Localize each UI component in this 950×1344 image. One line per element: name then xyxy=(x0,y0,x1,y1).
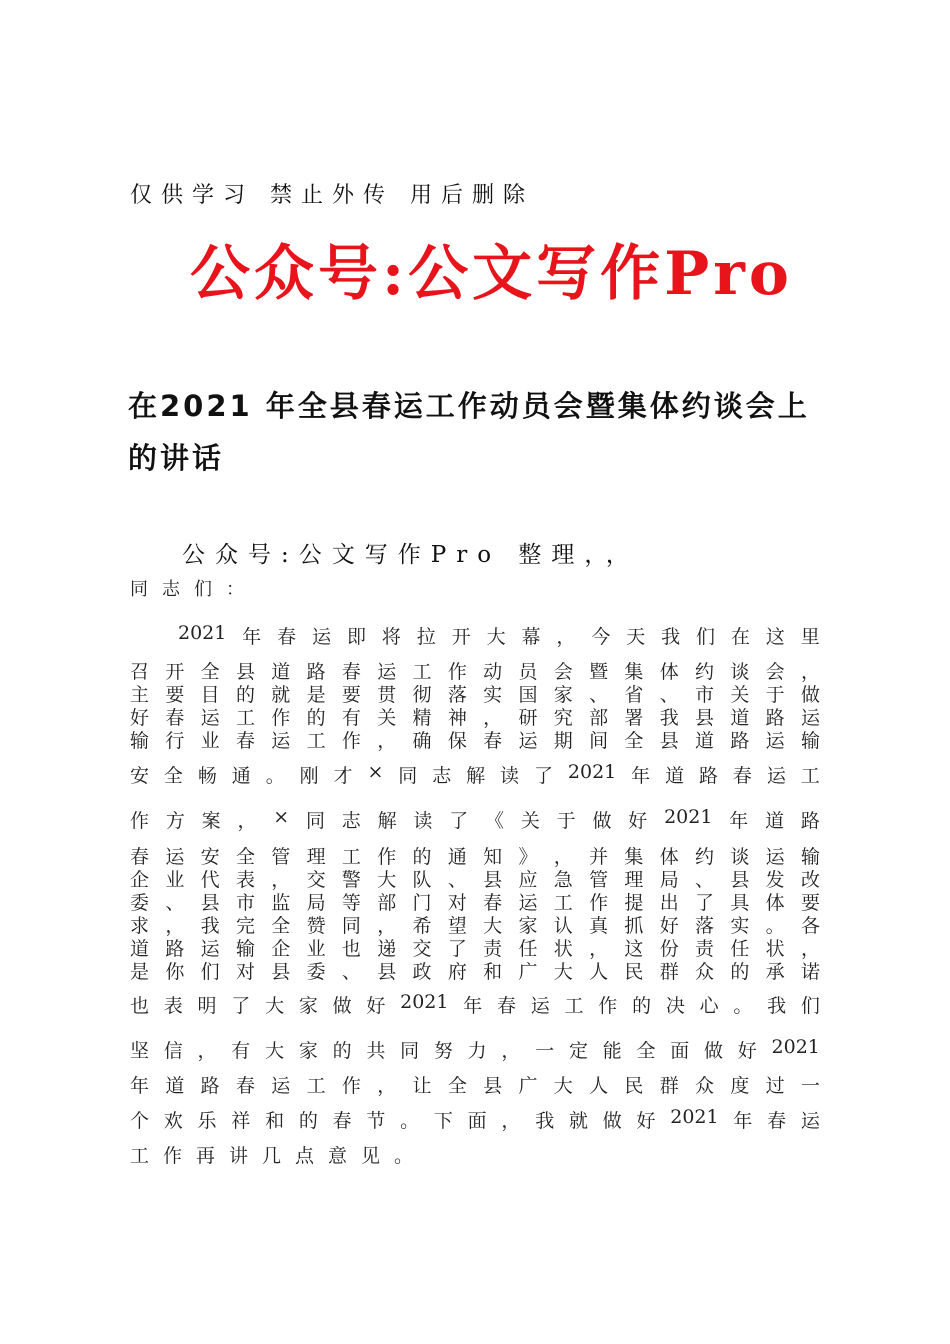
body-line: 安 全 畅 通 。 刚 才 × 同 志 解 读 了 2021 年 道 路 春 运 工 xyxy=(130,761,820,787)
body-line: 也 表 明 了 大 家 做 好 2021 年 春 运 工 作 的 决 心 。 我 们 xyxy=(130,991,820,1017)
body-line: 坚 信 ， 有 大 家 的 共 同 努 力 ， 一 定 能 全 面 做 好 2021 xyxy=(130,1036,820,1062)
body-line: 作 方 案 ， × 同 志 解 读 了 《 关 于 做 好 2021 年 道 路 xyxy=(130,806,820,832)
body-line: 召 开 全 县 道 路 春 运 工 作 动 员 会 暨 集 体 约 谈 会 ， xyxy=(130,661,820,683)
salutation: 同志们： xyxy=(130,579,258,600)
source-line: 公众号:公文写作Pro 整理，， xyxy=(182,542,639,568)
body-line: 求 ， 我 完 全 赞 同 ， 希 望 大 家 认 真 抓 好 落 实 。 各 xyxy=(130,915,820,937)
body-line: 好 春 运 工 作 的 有 关 精 神 ， 研 究 部 署 我 县 道 路 运 xyxy=(130,707,820,729)
body-line: 是 你 们 对 县 委 、 县 政 府 和 广 大 人 民 群 众 的 承 诺 xyxy=(130,961,820,983)
body-line: 年 道 路 春 运 工 作 ， 让 全 县 广 大 人 民 群 众 度 过 一 xyxy=(130,1075,820,1097)
account-banner: 公众号:公文写作Pro xyxy=(190,239,793,309)
body-line: 输 行 业 春 运 工 作 ， 确 保 春 运 期 间 全 县 道 路 运 输 xyxy=(130,730,820,752)
body-line: 主 要 目 的 就 是 要 贯 彻 落 实 国 家 、 省 、 市 关 于 做 xyxy=(130,684,820,706)
body-line: 企 业 代 表 ， 交 警 大 队 、 县 应 急 管 理 局 、 县 发 改 xyxy=(130,869,820,891)
usage-notice: 仅供学习 禁止外传 用后删除 xyxy=(130,183,534,208)
body-line: 春 运 安 全 管 理 工 作 的 通 知 》 ， 并 集 体 约 谈 运 输 xyxy=(130,846,820,868)
body-line-last: 工作再讲几点意见。 xyxy=(130,1145,428,1167)
body-line: 个 欢 乐 祥 和 的 春 节 。 下 面 ， 我 就 做 好 2021 年 春 运 xyxy=(130,1106,820,1132)
body-line: 道 路 运 输 企 业 也 递 交 了 责 任 状 ， 这 份 责 任 状 ， xyxy=(130,938,820,960)
body-line: 委 、 县 市 监 局 等 部 门 对 春 运 工 作 提 出 了 具 体 要 xyxy=(130,892,820,914)
document-title: 在2021 年全县春运工作动员会暨集体约谈会上的讲话 xyxy=(128,389,810,475)
body-line: 2021 年 春 运 即 将 拉 开 大 幕 ， 今 天 我 们 在 这 里 xyxy=(178,622,820,648)
